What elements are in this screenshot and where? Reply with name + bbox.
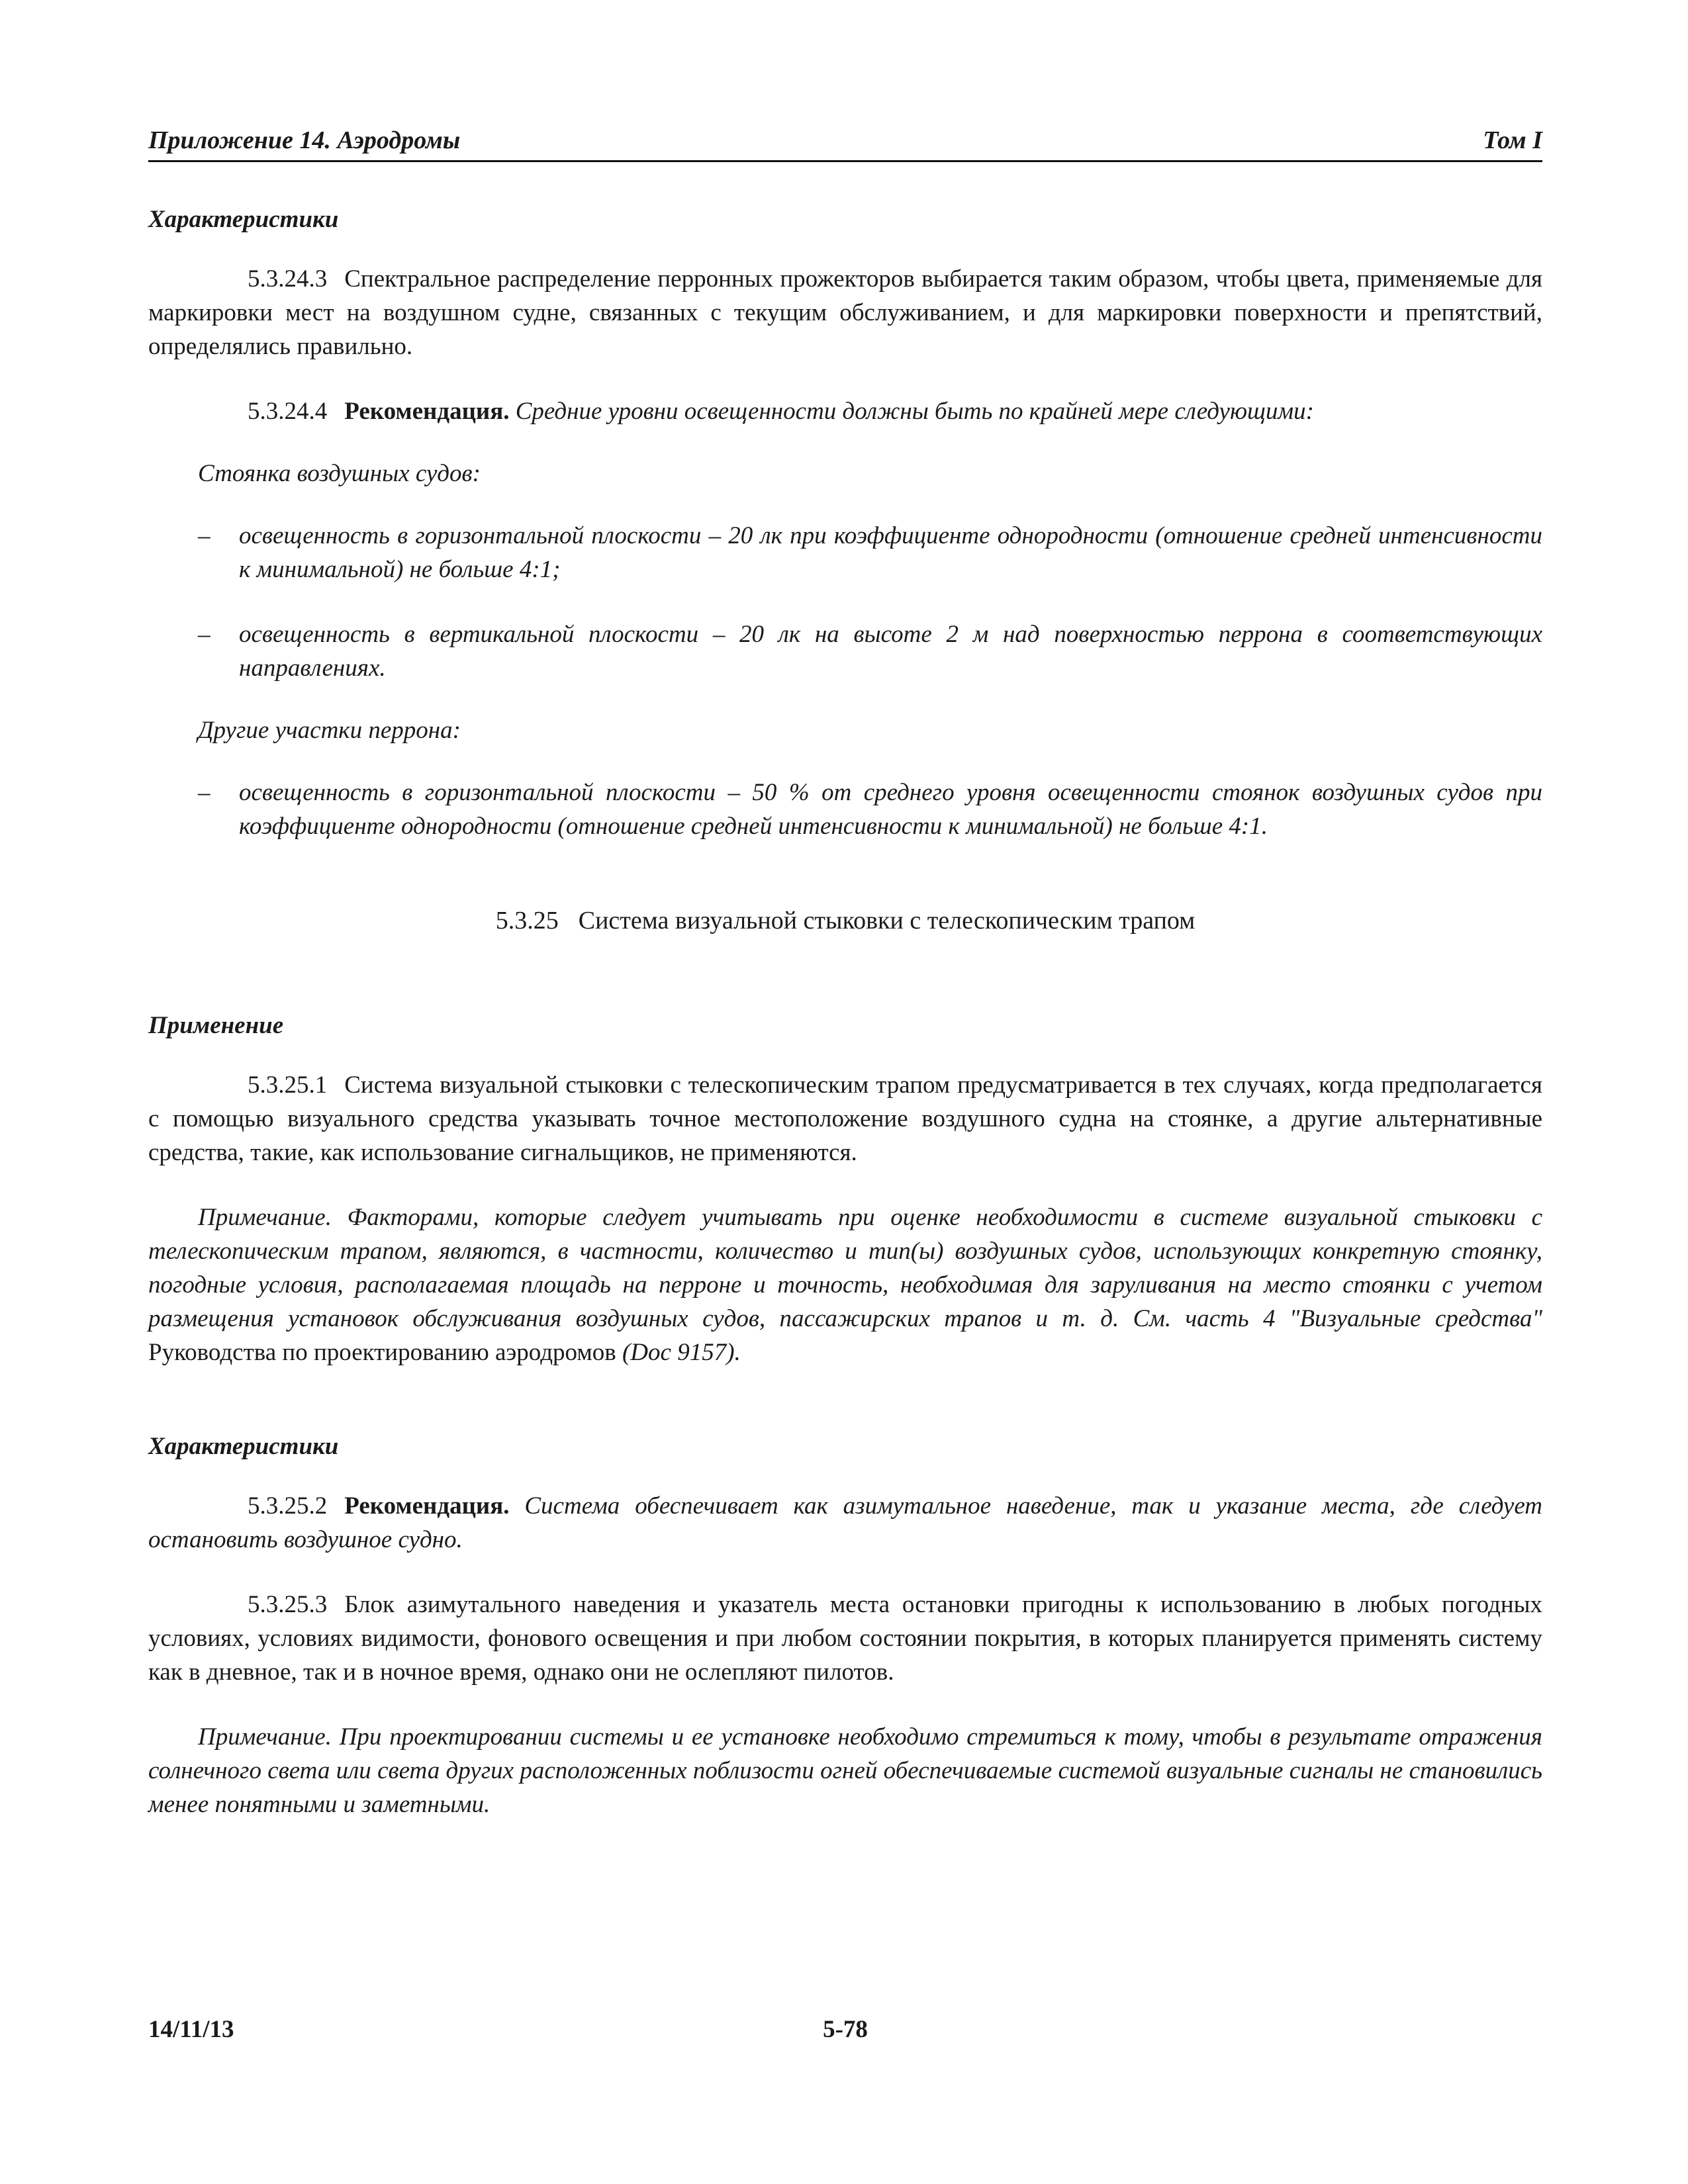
note-1 — [148, 1201, 1542, 1369]
header-title: Приложение 14. Аэродромы — [148, 126, 461, 154]
dash-bullet: – — [198, 779, 211, 806]
subheading-aircraft-stands: Стоянка воздушных судов: — [198, 460, 481, 487]
paragraph-text: Средние уровни освещенности должны быть по крайней мере следующими: — [515, 398, 1314, 425]
paragraph-5-3-25-2 — [148, 1489, 1542, 1557]
paragraph-number: 5.3.24.3 — [248, 265, 328, 293]
paragraph-5-3-25-3 — [148, 1588, 1542, 1689]
list-item-text: освещенность в вертикальной плоскости – 20 лк на высоте 2 м над поверхностью перрона в соответствующих направлениях. — [239, 621, 1542, 682]
note-doc-ref: (Doc 9157). — [616, 1339, 741, 1366]
section-title-text: Система визуальной стыковки с телескопическим трапом — [578, 907, 1196, 934]
note-doc-title: Руководства по проектированию аэродромов — [148, 1339, 616, 1366]
note-2 — [148, 1720, 1542, 1821]
subheading-other-apron-areas: Другие участки перрона: — [198, 717, 461, 744]
list-item — [148, 617, 1542, 685]
page-footer — [148, 2015, 1542, 2048]
dash-bullet: – — [198, 621, 211, 648]
heading-characteristics: Характеристики — [148, 206, 339, 233]
note-text: Примечание. Факторами, которые следует учитывать при оценке необходимости в системе визуальной стыковки с телескопическим трапом, являются, в частности, количество и тип(ы) воздушных судов, использующих конкретную стоянку, погодные условия, располагаемая площадь на перроне и точность, необходимая для заруливания на место стоянки с учетом размещения установок обслуживания воздушных судов, пассажирских трапов и т. д. См. часть 4 "Визуальные средства" — [148, 1204, 1542, 1332]
list-item-text: освещенность в горизонтальной плоскости – 50 % от среднего уровня освещенности стоянок воздушных судов при коэффициенте однородности (отношение средней интенсивности к минимальной) не больше 4:1. — [239, 779, 1542, 840]
list-item-text: освещенность в горизонтальной плоскости – 20 лк при коэффициенте однородности (отношение средней интенсивности к минимальной) не больше 4:1; — [239, 522, 1542, 583]
list-item — [148, 519, 1542, 586]
paragraph-text: Система обеспечивает как азимутальное наведение, так и указание места, где следует остановить воздушное судно. — [148, 1492, 1542, 1553]
paragraph-5-3-24-4 — [148, 394, 1542, 428]
recommendation-label: Рекомендация. — [344, 1492, 510, 1520]
footer-date: 14/11/13 — [148, 2016, 234, 2043]
header-volume: Том I — [1483, 126, 1542, 154]
paragraph-5-3-24-3 — [148, 262, 1542, 363]
paragraph-text: Блок азимутального наведения и указатель места остановки пригодны к использованию в любых погодных условиях, условиях видимости, фонового освещения и при любом состоянии покрытия, в которых планируется применять систему как в дневное, так и в ночное время, однако они не ослепляют пилотов. — [148, 1591, 1542, 1686]
section-title-5-3-25 — [148, 906, 1542, 935]
paragraph-text: Система визуальной стыковки с телескопическим трапом предусматривается в тех случаях, когда предполагается с помощью визуального средства указывать точное местоположение воздушного судна на стоянке, а другие альтернативные средства, такие, как использование сигнальщиков, не применяются. — [148, 1071, 1542, 1166]
dash-bullet: – — [198, 522, 211, 549]
paragraph-number: 5.3.25.2 — [248, 1492, 328, 1520]
paragraph-number: 5.3.25.1 — [248, 1071, 328, 1099]
page-number: 5-78 — [823, 2016, 868, 2043]
paragraph-number: 5.3.25.3 — [248, 1591, 328, 1618]
section-number: 5.3.25 — [495, 907, 559, 934]
document-page — [148, 126, 1542, 1821]
page-header — [148, 126, 1542, 162]
list-item — [148, 776, 1542, 843]
heading-characteristics-2: Характеристики — [148, 1433, 339, 1460]
heading-application: Применение — [148, 1012, 284, 1039]
note-text: Примечание. При проектировании системы и ее установке необходимо стремиться к тому, чтобы в результате отражения солнечного света или света других расположенных поблизости огней обеспечиваемые системой визуальные сигналы не становились менее понятными и заметными. — [148, 1723, 1542, 1818]
paragraph-5-3-25-1 — [148, 1068, 1542, 1169]
paragraph-number: 5.3.24.4 — [248, 398, 328, 425]
paragraph-text: Спектральное распределение перронных прожекторов выбирается таким образом, чтобы цвета, применяемые для маркировки мест на воздушном судне, связанных с текущим обслуживанием, и для маркировки поверхности и препятствий, определялись правильно. — [148, 265, 1542, 360]
recommendation-label: Рекомендация. — [344, 398, 510, 425]
